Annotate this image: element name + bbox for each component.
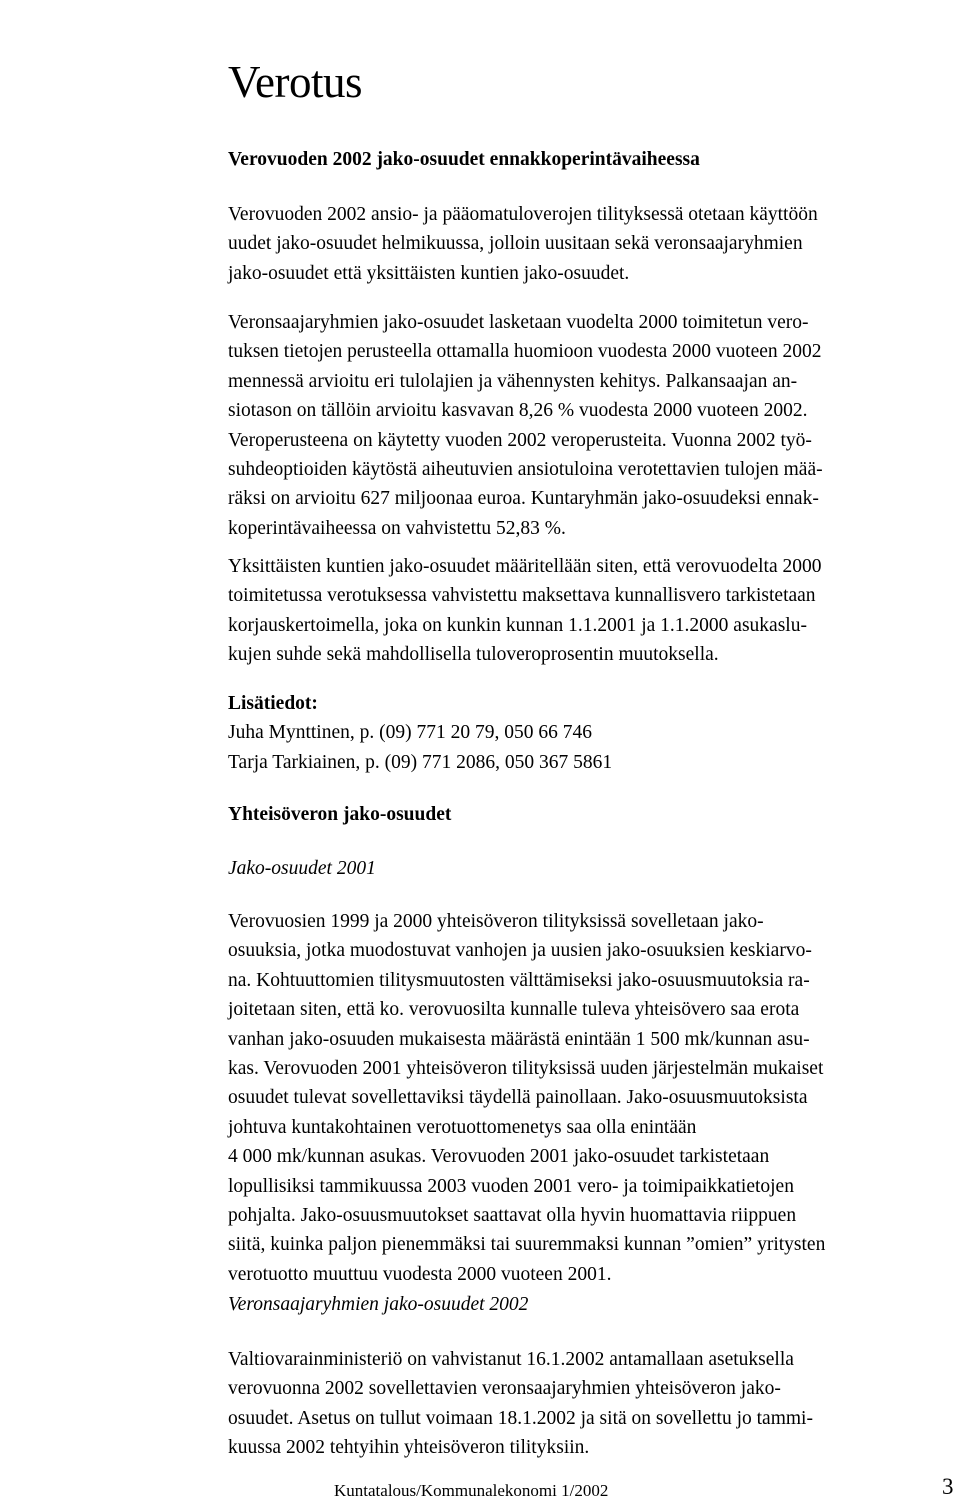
text-line: osuudet. Asetus on tullut voimaan 18.1.2002 ja sitä on sovellettu jo tammi-	[228, 1407, 813, 1429]
page-title: Verotus	[228, 57, 362, 107]
text-line: räksi on arvioitu 627 miljoonaa euroa. Kuntaryhmän jako-osuudeksi ennak-	[228, 488, 819, 510]
text-line: tuksen tietojen perusteella ottamalla huomioon vuodesta 2000 vuoteen 2002	[228, 341, 822, 363]
text-line: siitä, kuinka paljon pienemmäksi tai suuremmaksi kunnan ”omien” yritysten	[228, 1234, 826, 1256]
text-line: osuuksia, jotka muodostuvat vanhojen ja uusien jako-osuuksien keskiarvo-	[228, 940, 812, 962]
text-line: kuussa 2002 tehtyihin yhteisöveron tilityksiin.	[228, 1437, 590, 1459]
text-line: Verovuoden 2002 ansio- ja pääomatuloverojen tilityksessä otetaan käyttöön	[228, 204, 818, 225]
section2-paragraph2	[228, 1345, 954, 1463]
text-line: koperintävaiheessa on vahvistettu 52,83 %.	[228, 517, 566, 539]
text-line: Yksittäisten kuntien jako-osuudet määritellään siten, että verovuodelta 2000	[228, 556, 822, 577]
section2-heading: Yhteisöveron jako-osuudet	[228, 804, 452, 825]
text-line: siotason on tällöin arvioitu kasvavan 8,26 % vuodesta 2000 vuoteen 2002.	[228, 400, 808, 422]
text-line: mennessä arvioitu eri tulolajien ja vähennysten kehitys. Palkansaajan an-	[228, 370, 798, 392]
text-line: lopullisiksi tammikuussa 2003 vuoden 2001 vero- ja toimipaikkatietojen	[228, 1175, 794, 1197]
contact-info	[228, 689, 954, 777]
section1-paragraph2	[228, 308, 954, 543]
text-line: verovuonna 2002 sovellettavien veronsaajaryhmien yhteisöveron jako-	[228, 1378, 781, 1400]
text-line: jako-osuudet että yksittäisten kuntien jako-osuudet.	[228, 262, 630, 284]
text-line: osuudet tulevat sovellettaviksi täydellä painollaan. Jako-osuusmuutoksista	[228, 1087, 808, 1109]
section2-paragraph1	[228, 907, 954, 1289]
text-line: Veronsaajaryhmien jako-osuudet lasketaan vuodelta 2000 toimitetun vero-	[228, 312, 809, 333]
text-line: johtuva kuntakohtainen verotuottomenetys saa olla enintään	[228, 1116, 697, 1138]
text-line: joitetaan siten, että ko. verovuosilta kunnalle tuleva yhteisövero saa erota	[228, 999, 800, 1021]
text-line: verotuotto muuttuu vuodesta 2000 vuoteen 2001.	[228, 1263, 612, 1285]
text-line: suhdeoptioiden käytöstä aiheutuvien ansiotuloina verotettavien tulojen mää-	[228, 459, 823, 481]
text-line: uudet jako-osuudet helmikuussa, jolloin uusitaan sekä veronsaajaryhmien	[228, 233, 803, 255]
text-line: korjauskertoimella, joka on kunkin kunnan 1.1.2001 ja 1.1.2000 asukaslu-	[228, 614, 807, 636]
text-line: Valtiovarainministeriö on vahvistanut 16.1.2002 antamallaan asetuksella	[228, 1349, 794, 1370]
contact-line: Tarja Tarkiainen, p. (09) 771 2086, 050 367 5861	[228, 751, 613, 773]
text-line: Verovuosien 1999 ja 2000 yhteisöveron tilityksissä sovelletaan jako-	[228, 911, 764, 932]
section1-paragraph1	[228, 200, 954, 288]
text-line: 4 000 mk/kunnan asukas. Verovuoden 2001 jako-osuudet tarkistetaan	[228, 1146, 770, 1168]
footer-publication: Kuntatalous/Kommunalekonomi 1/2002	[334, 1481, 609, 1500]
text-line: toimitetussa verotuksessa vahvistettu maksettava kunnallisvero tarkistetaan	[228, 585, 816, 607]
section1-heading: Verovuoden 2002 jako-osuudet ennakkoperintävaiheessa	[228, 149, 700, 170]
text-line: Veroperusteena on käytetty vuoden 2002 veroperusteita. Vuonna 2002 työ-	[228, 429, 812, 451]
section1-paragraph3	[228, 552, 954, 670]
text-line: pohjalta. Jako-osuusmuutokset saattavat olla hyvin huomattavia riippuen	[228, 1205, 797, 1227]
text-line: na. Kohtuuttomien tilitysmuutosten välttämiseksi jako-osuusmuutoksia ra-	[228, 969, 810, 991]
contact-label: Lisätiedot:	[228, 693, 318, 714]
section2-subheading2: Veronsaajaryhmien jako-osuudet 2002	[228, 1294, 529, 1315]
text-line: kas. Verovuoden 2001 yhteisöveron tilityksissä uuden järjestelmän mukaiset	[228, 1058, 824, 1080]
text-line: kujen suhde sekä mahdollisella tuloveroprosentin muutoksella.	[228, 644, 719, 666]
contact-line: Juha Mynttinen, p. (09) 771 20 79, 050 66 746	[228, 722, 592, 744]
section2-subheading1: Jako-osuudet 2001	[228, 858, 376, 879]
page-number: 3	[942, 1474, 954, 1499]
text-line: vanhan jako-osuuden mukaisesta määrästä enintään 1 500 mk/kunnan asu-	[228, 1028, 810, 1050]
